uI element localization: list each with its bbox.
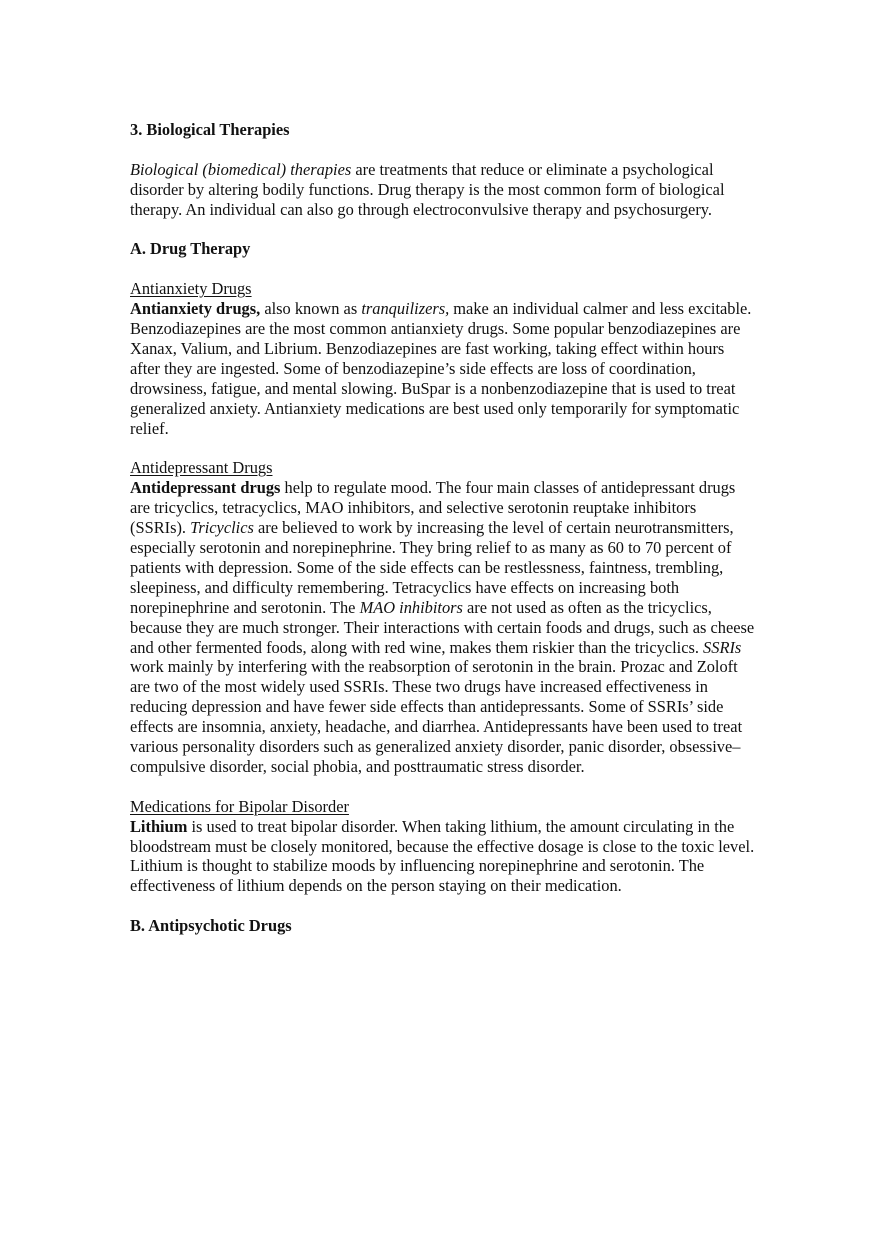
bipolar-subheading: Medications for Bipolar Disorder xyxy=(130,796,349,816)
antidepressant-text-1: help to regulate mood. The four main classes of antidepressant drugs are tricyclics, tetracyclics, MAO inhibitors, and selective serotonin reuptake inhibitors (SSRIs). xyxy=(130,478,736,538)
mao-term: MAO inhibitors xyxy=(359,597,463,617)
spacer xyxy=(130,220,755,240)
lithium-term: Lithium xyxy=(130,816,188,836)
antipsychotic-heading: B. Antipsychotic Drugs xyxy=(130,916,292,936)
bipolar-text: is used to treat bipolar disorder. When taking lithium, the amount circulating in the bloodstream must be closely monitored, because the effective dosage is close to the toxic level. Lithium is thought to stabilize moods by influencing norepinephrine and serotonin. The effectiveness of lithium depends on the person staying on their medication. xyxy=(130,816,755,896)
bipolar-paragraph xyxy=(130,817,755,897)
intro-text: are treatments that reduce or eliminate a psychological disorder by altering bodily functions. Drug therapy is the most common form of biological therapy. An individual can also go through electroconvulsive therapy and psychosurgery. xyxy=(130,159,725,219)
section-title: 3. Biological Therapies xyxy=(130,120,290,139)
tricyclics-term: Tricyclics xyxy=(190,518,254,538)
antianxiety-paragraph xyxy=(130,299,755,438)
antidepressant-text-3: are not used as often as the tricyclics, because they are much stronger. Their interactions with certain foods and drugs, such as cheese and other fermented foods, along with red wine, makes them riskier than the tricyclics. xyxy=(130,597,755,657)
spacer xyxy=(130,896,755,916)
intro-paragraph xyxy=(130,160,755,220)
antidepressant-text-2: are believed to work by increasing the level of certain neurotransmitters, especially serotonin and norepinephrine. They bring relief to as many as 60 to 70 percent of patients with depression. Some of the side effects can be restlessness, faintness, trembling, sleepiness, and difficulty remembering. Tetracyclics have effects on increasing both norepinephrine and serotonin. The xyxy=(130,518,734,617)
document-page xyxy=(130,120,755,936)
spacer xyxy=(130,259,755,279)
antidepressant-term: Antidepressant drugs xyxy=(130,478,281,498)
antidepressant-subheading: Antidepressant Drugs xyxy=(130,458,273,478)
spacer xyxy=(130,777,755,797)
antianxiety-term: Antianxiety drugs, xyxy=(130,299,261,319)
antianxiety-subheading: Antianxiety Drugs xyxy=(130,279,252,299)
spacer xyxy=(130,140,755,160)
intro-term: Biological (biomedical) therapies xyxy=(130,159,352,179)
ssris-term: SSRIs xyxy=(703,637,742,657)
antianxiety-alias: tranquilizers, xyxy=(361,299,450,319)
antianxiety-text-1: also known as xyxy=(260,299,362,319)
antidepressant-paragraph xyxy=(130,478,755,777)
drug-therapy-heading: A. Drug Therapy xyxy=(130,239,251,259)
antidepressant-text-4: work mainly by interfering with the reabsorption of serotonin in the brain. Prozac and Zoloft are two of the most widely used SSRIs. These two drugs have increased effectiveness in reducing depression and have fewer side effects than antidepressants. Some of SSRIs’ side effects are insomnia, anxiety, headache, and diarrhea. Antidepressants have been used to treat various personality disorders such as generalized anxiety disorder, panic disorder, obsessive–compulsive disorder, social phobia, and posttraumatic stress disorder. xyxy=(130,657,743,776)
spacer xyxy=(130,438,755,458)
antianxiety-text-2: make an individual calmer and less excitable. Benzodiazepines are the most common antianxiety drugs. Some popular benzodiazepines are Xanax, Valium, and Librium. Benzodiazepines are fast working, taking effect within hours after they are ingested. Some of benzodiazepine’s side effects are loss of coordination, drowsiness, fatigue, and mental slowing. BuSpar is a nonbenzodiazepine that is used to treat generalized anxiety. Antianxiety medications are best used only temporarily for symptomatic relief. xyxy=(130,299,752,438)
